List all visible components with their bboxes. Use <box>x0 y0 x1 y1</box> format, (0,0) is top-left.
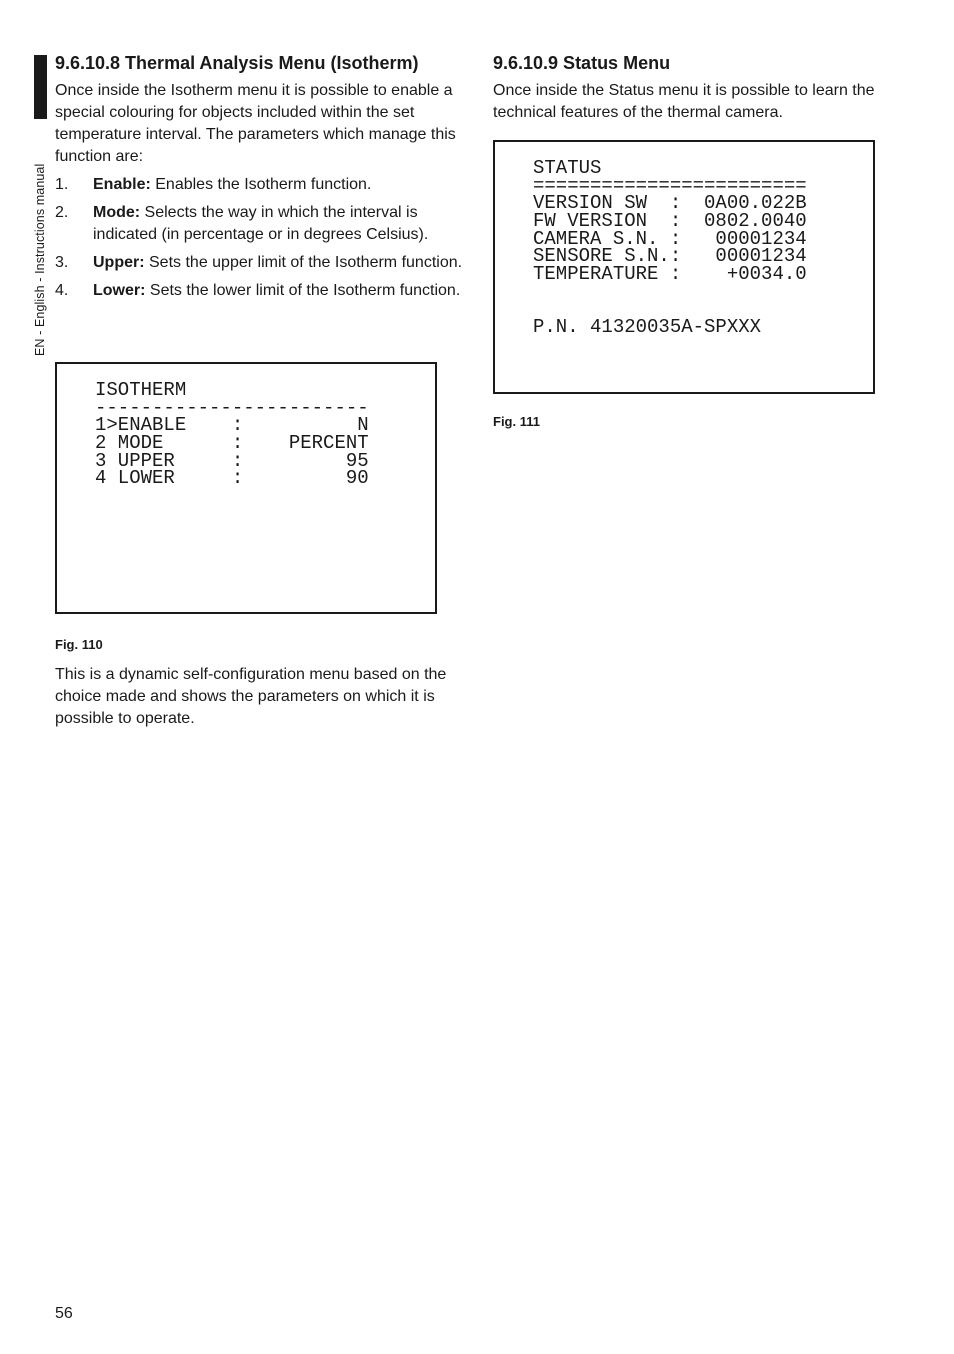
screen-line: ======================== <box>533 174 807 197</box>
fig-111-caption: Fig. 111 <box>493 414 540 429</box>
isotherm-menu-screen <box>55 362 437 614</box>
screen-line: STATUS <box>533 157 602 179</box>
screen-line: TEMPERATURE : +0034.0 <box>533 263 807 286</box>
screen-line: ------------------------ <box>95 396 369 419</box>
screen-line: 4 LOWER : 90 <box>95 467 369 490</box>
screen-line <box>533 284 873 302</box>
screen-line: 1>ENABLE : N <box>95 414 369 437</box>
screen-line: 2 MODE : PERCENT <box>95 432 369 455</box>
status-intro: Once inside the Status menu it is possible to learn the technical features of the thermal camera. <box>493 82 875 121</box>
isotherm-outro: This is a dynamic self-configuration menu based on the choice made and shows the parameters on which it is possible to operate. <box>55 666 447 727</box>
status-menu-screen <box>493 140 875 394</box>
list-item: 2. Mode: Selects the way in which the interval is indicated (in percentage or in degrees Celsius). <box>55 204 429 243</box>
left-column <box>55 52 465 308</box>
list-item: 1. Enable: Enables the Isotherm function. <box>55 176 372 193</box>
isotherm-parameter-list <box>55 174 465 302</box>
status-heading: 9.6.10.9 Status Menu <box>493 53 671 73</box>
side-label: EN - English - Instructions manual <box>33 163 47 356</box>
right-column <box>493 52 903 124</box>
screen-line: FW VERSION : 0802.0040 <box>533 210 807 233</box>
screen-line: SENSORE S.N.: 00001234 <box>533 245 807 268</box>
fig-110-caption: Fig. 110 <box>55 637 103 652</box>
screen-line: ISOTHERM <box>95 379 187 401</box>
screen-line: 3 UPPER : 95 <box>95 449 369 472</box>
screen-line: P.N. 41320035A-SPXXX <box>533 316 762 339</box>
section-marker-bar <box>34 55 47 119</box>
isotherm-heading: 9.6.10.8 Thermal Analysis Menu (Isotherm) <box>55 53 419 73</box>
list-item: 4. Lower: Sets the lower limit of the Isotherm function. <box>55 282 461 299</box>
isotherm-intro: Once inside the Isotherm menu it is possible to enable a special colouring for objects included within the set temperature interval. The parameters which manage this function are: <box>55 82 456 165</box>
list-item: 3. Upper: Sets the upper limit of the Isotherm function. <box>55 254 463 271</box>
screen-line: VERSION SW : 0A00.022B <box>533 192 807 215</box>
screen-line: CAMERA S.N. : 00001234 <box>533 227 807 250</box>
page-number: 56 <box>55 1305 73 1322</box>
